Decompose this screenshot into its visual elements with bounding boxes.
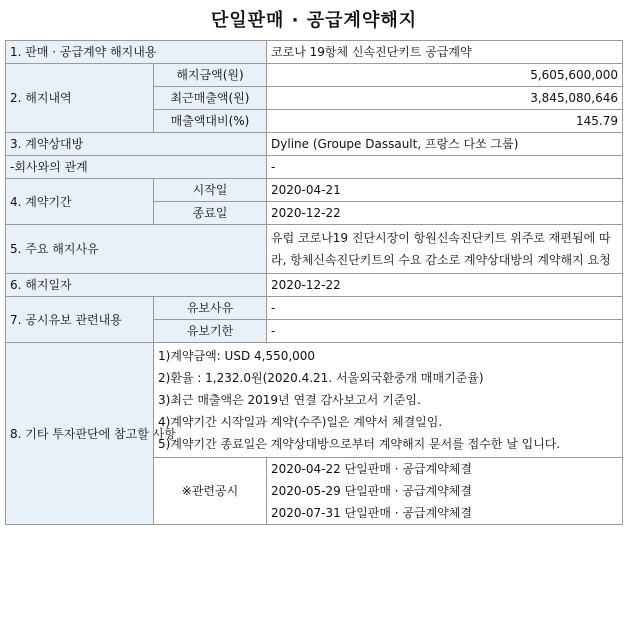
table-row: [6, 179, 623, 202]
deferral-deadline-label: 유보기한: [154, 320, 267, 343]
row-label-other: 8. 기타 투자판단에 참고할 사항: [6, 343, 154, 525]
ratio-value: 145.79: [267, 110, 623, 133]
reason-value: 유럽 코로나19 진단시장이 항원신속진단키트 위주로 재편됨에 따라, 항체신속진단키트의 수요 감소로 계약상대방의 계약해지 요청: [267, 225, 623, 274]
row-label-disclosure-deferral: 7. 공시유보 관련내용: [6, 297, 154, 343]
table-row: [6, 343, 623, 458]
related-disclosure-label: ※관련공시: [154, 458, 267, 525]
ratio-label: 매출액대비(%): [154, 110, 267, 133]
related-disclosure-item: 2020-07-31 단일판매 · 공급계약체결: [271, 506, 472, 520]
deferral-reason-label: 유보사유: [154, 297, 267, 320]
note-item: 5)계약기간 종료일은 계약상대방으로부터 계약해지 문서를 접수한 날 입니다.: [158, 437, 561, 451]
disclosure-table: [5, 40, 623, 525]
related-disclosure-list: [267, 458, 623, 525]
row-label-reason: 5. 주요 해지사유: [6, 225, 267, 274]
related-disclosure-item: 2020-04-22 단일판매 · 공급계약체결: [271, 462, 472, 476]
note-item: 4)계약기간 시작일과 계약(수주)일은 계약서 체결일임.: [158, 415, 443, 429]
row-label-contract-content: 1. 판매 · 공급계약 해지내용: [6, 41, 267, 64]
counterparty-value: Dyline (Groupe Dassault, 프랑스 다쏘 그룹): [267, 133, 623, 156]
row-label-counterparty: 3. 계약상대방: [6, 133, 267, 156]
termination-date-value: 2020-12-22: [267, 274, 623, 297]
note-item: 2)환율 : 1,232.0원(2020.4.21. 서울외국환중개 매매기준율): [158, 371, 484, 385]
start-label: 시작일: [154, 179, 267, 202]
relation-value: -: [267, 156, 623, 179]
table-row: [6, 274, 623, 297]
end-value: 2020-12-22: [267, 202, 623, 225]
start-value: 2020-04-21: [267, 179, 623, 202]
row-label-period: 4. 계약기간: [6, 179, 154, 225]
table-row: [6, 156, 623, 179]
deferral-deadline-value: -: [267, 320, 623, 343]
deferral-reason-value: -: [267, 297, 623, 320]
row-label-termination-date: 6. 해지일자: [6, 274, 267, 297]
amount-value: 5,605,600,000: [267, 64, 623, 87]
note-item: 3)최근 매출액은 2019년 연결 감사보고서 기준임.: [158, 393, 421, 407]
table-row: [6, 41, 623, 64]
table-row: [6, 297, 623, 320]
table-row: [6, 133, 623, 156]
amount-label: 해지금액(원): [154, 64, 267, 87]
revenue-label: 최근매출액(원): [154, 87, 267, 110]
page-title: 단일판매 · 공급계약해지: [210, 10, 418, 31]
table-row: [6, 64, 623, 87]
table-row: [6, 225, 623, 274]
row-label-relation: -회사와의 관계: [6, 156, 267, 179]
row-label-details: 2. 해지내역: [6, 64, 154, 133]
revenue-value: 3,845,080,646: [267, 87, 623, 110]
contract-content-value: 코로나 19항체 신속진단키트 공급계약: [267, 41, 623, 64]
note-item: 1)계약금액: USD 4,550,000: [158, 349, 316, 363]
other-notes: [154, 343, 623, 458]
related-disclosure-item: 2020-05-29 단일판매 · 공급계약체결: [271, 484, 472, 498]
end-label: 종료일: [154, 202, 267, 225]
